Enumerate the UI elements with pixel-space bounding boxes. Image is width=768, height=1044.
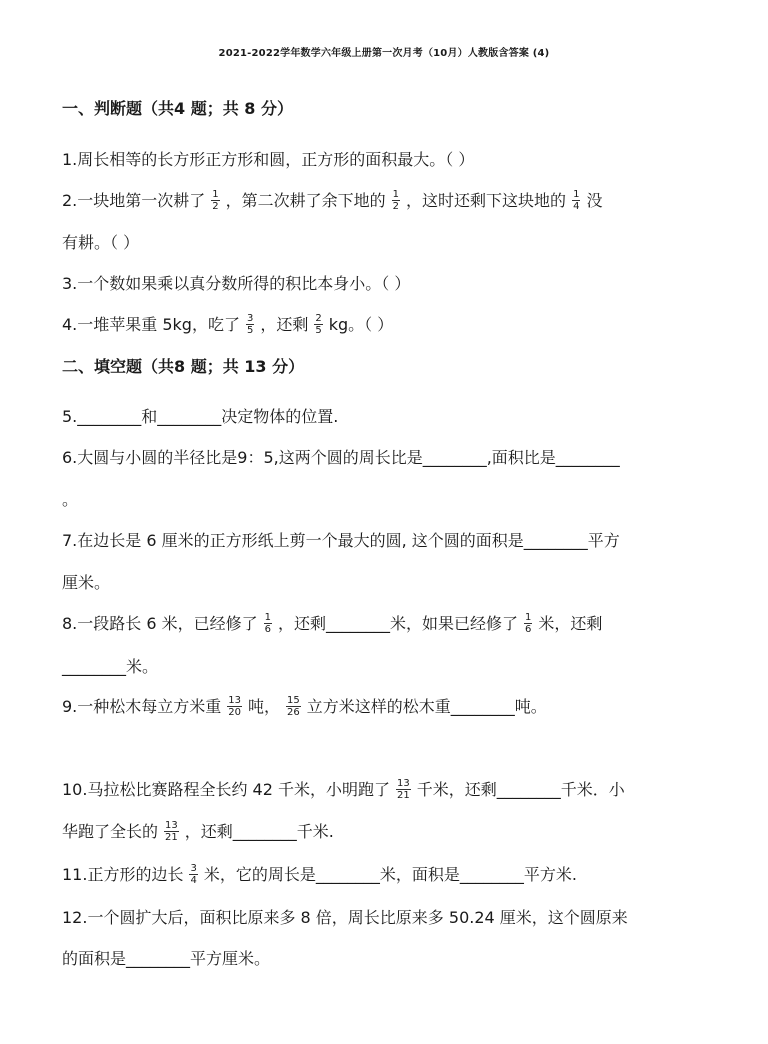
q2-fraction-3 [572,189,580,212]
q4-text-1: 4.一堆苹果重 5kg，吃了 [62,315,240,334]
q8-text-3: 米，还剩 [538,614,603,633]
q8-fraction-2 [524,612,532,635]
question-2-line-2: 有耕。（ ） [62,233,140,252]
question-10-line-1 [62,777,625,802]
q2-text-4: 没 [586,191,603,210]
fraction-numerator: 2 [315,313,322,324]
q9-fraction-1 [227,695,242,718]
fraction-numerator: 13 [228,695,242,706]
fraction-numerator: 3 [246,313,254,324]
q10-fraction-1 [396,778,411,801]
q11-fraction-1 [189,863,197,886]
q2-fraction-1 [211,189,219,212]
q4-text-3: kg。（ ） [328,315,394,334]
q2-fraction-2 [392,189,400,212]
fraction-numerator: 13 [165,820,178,831]
fraction-denominator: 5 [246,325,254,336]
section-heading-judgment: 一、判断题（共4 题；共 8 分） [62,99,293,118]
q10-text-3: 华跑了全长的 [62,822,159,841]
q9-text-3: 立方米这样的松木重________吨。 [306,697,547,716]
question-9 [62,694,547,719]
fraction-numerator: 15 [287,695,300,706]
page-title: 2021-2022学年数学六年级上册第一次月考（10月）人教版含答案 (4) [218,48,550,59]
question-6-line-2: 。 [62,490,79,509]
q9-fraction-2 [286,695,301,718]
question-11 [62,862,577,887]
q4-fraction-2 [314,313,322,336]
q2-text-1: 2.一块地第一次耕了 [62,191,206,210]
fraction-numerator: 1 [264,612,271,623]
q8-text-2: ，还剩________米，如果已经修了 [278,614,519,633]
q8-fraction-1 [264,612,272,635]
fraction-denominator: 26 [287,707,300,718]
q2-text-2: ，第二次耕了余下地的 [225,191,386,210]
q10-text-4: ，还剩________千米. [184,822,334,841]
fraction-denominator: 21 [396,790,410,801]
fraction-denominator: 6 [525,624,532,635]
question-8-line-2: ________米。 [62,657,159,676]
fraction-denominator: 6 [264,624,271,635]
fraction-numerator: 1 [392,189,400,200]
fraction-numerator: 1 [573,189,580,200]
question-4 [62,312,393,337]
q2-text-3: ，这时还剩下这块地的 [406,191,567,210]
question-12-line-1: 12.一个圆扩大后，面积比原来多 8 倍，周长比原来多 50.24 厘米，这个圆原来 [62,908,628,927]
question-8-line-1 [62,611,602,636]
question-7-line-1: 7.在边长是 6 厘米的正方形纸上剪一个最大的圆, 这个圆的面积是________平方 [62,531,620,550]
fraction-numerator: 1 [212,189,219,200]
fraction-denominator: 2 [392,201,400,212]
question-2-line-1 [62,188,602,213]
q11-text-1: 11.正方形的边长 [62,865,184,884]
q10-text-2: 千米，还剩________千米．小 [416,780,625,799]
q4-text-2: ，还剩 [260,315,309,334]
q4-fraction-1 [246,313,254,336]
question-5: 5.________和________决定物体的位置. [62,407,339,426]
fraction-numerator: 1 [525,612,532,623]
section-heading-fill-in: 二、填空题（共8 题；共 13 分） [62,357,305,376]
fraction-denominator: 20 [228,707,242,718]
question-7-line-2: 厘米。 [62,573,111,592]
fraction-numerator: 13 [396,778,410,789]
fraction-denominator: 2 [212,201,219,212]
q8-text-1: 8.一段路长 6 米，已经修了 [62,614,258,633]
fraction-denominator: 21 [165,832,178,843]
q9-text-1: 9.一种松木每立方米重 [62,697,222,716]
fraction-denominator: 4 [190,875,197,886]
fraction-denominator: 5 [315,325,322,336]
q9-text-2: 吨， [248,697,281,716]
question-6-line-1: 6.大圆与小圆的半径比是9：5,这两个圆的周长比是________,面积比是________ [62,448,620,467]
question-3: 3.一个数如果乘以真分数所得的积比本身小。（ ） [62,274,411,293]
fraction-numerator: 3 [190,863,197,874]
q11-text-2: 米，它的周长是________米，面积是________平方米. [203,865,577,884]
question-1: 1.周长相等的长方形正方形和圆，正方形的面积最大。（ ） [62,150,475,169]
q10-fraction-2 [164,820,179,843]
question-12-line-2: 的面积是________平方厘米。 [62,949,271,968]
fraction-denominator: 4 [573,201,580,212]
question-10-line-2 [62,819,334,844]
q10-text-1: 10.马拉松比赛路程全长约 42 千米，小明跑了 [62,780,390,799]
